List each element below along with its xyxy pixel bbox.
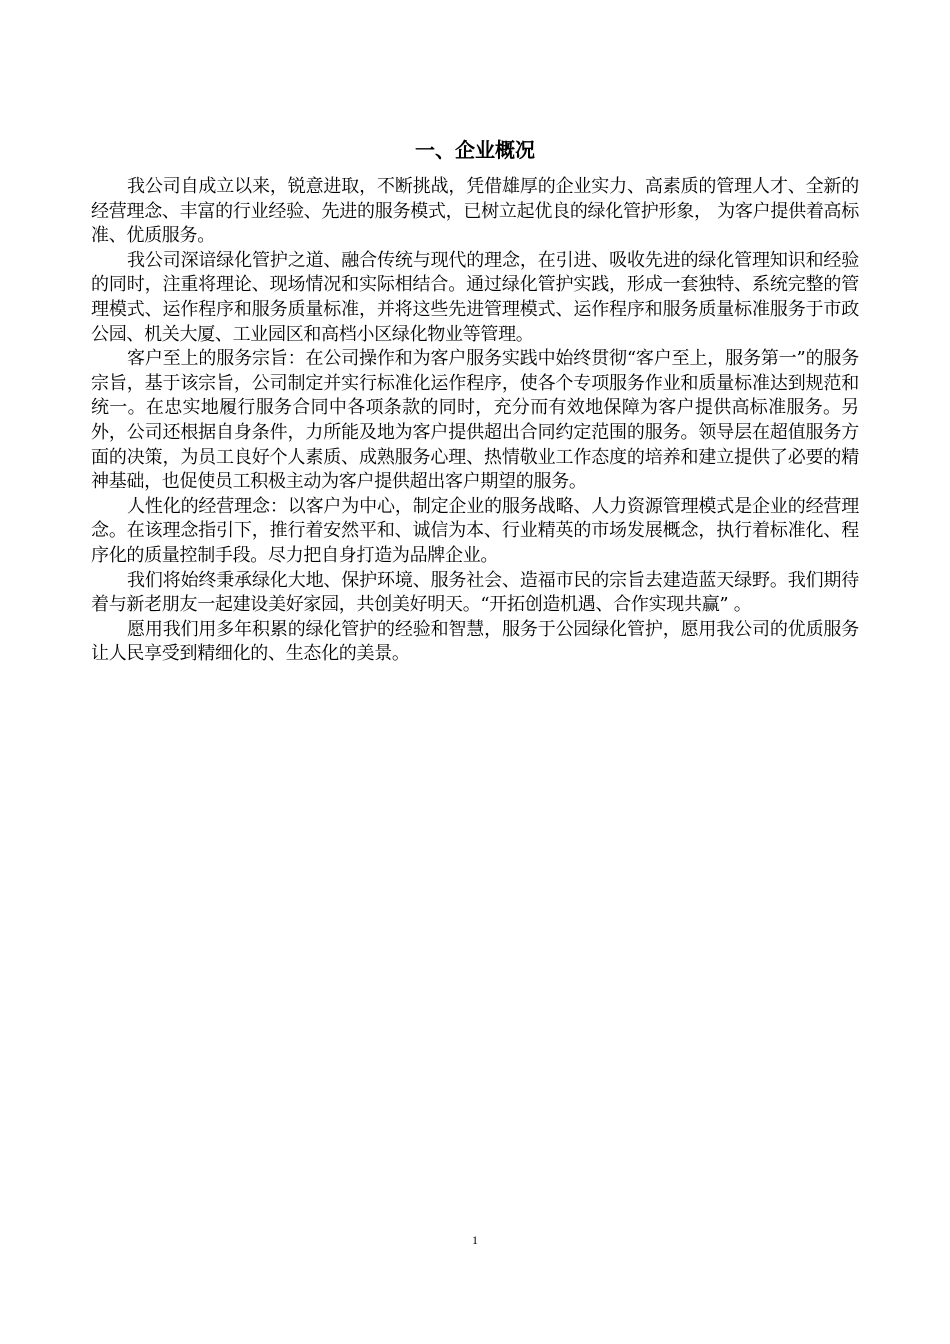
- body-text: [91, 175, 859, 667]
- section-title: 一、企业概况: [415, 138, 535, 162]
- page-number: 1: [472, 1233, 478, 1247]
- paragraph-commitment: 我们将始终秉承绿化大地、保护环境、服务社会、造福市民的宗旨去建造蓝天绿野。我们期待着与新老朋友一起建设美好家园，共创美好明天。“开拓创造机遇、合作实现共赢” 。: [91, 569, 859, 616]
- paragraph-closing: 愿用我们用多年积累的绿化管护的经验和智慧，服务于公园绿化管护，愿用我公司的优质服务让人民享受到精细化的、生态化的美景。: [91, 618, 859, 665]
- paragraph-business-concept: 人性化的经营理念：以客户为中心，制定企业的服务战略、人力资源管理模式是企业的经营理念。在该理念指引下，推行着安然平和、诚信为本、行业精英的市场发展概念，执行着标准化、程序化的质量控制手段。尽力把自身打造为品牌企业。: [91, 495, 859, 566]
- paragraph-service-tenet: 客户至上的服务宗旨：在公司操作和为客户服务实践中始终贯彻“客户至上，服务第一”的服务宗旨，基于该宗旨，公司制定并实行标准化运作程序，使各个专项服务作业和质量标准达到规范和统一。在忠实地履行服务合同中各项条款的同时，充分而有效地保障为客户提供高标准服务。另外，公司还根据自身条件，力所能及地为客户提供超出合同约定范围的服务。领导层在超值服务方面的决策，为员工良好个人素质、成熟服务心理、热情敬业工作态度的培养和建立提供了必要的精神基础，也促使员工积极主动为客户提供超出客户期望的服务。: [91, 348, 859, 493]
- paragraph-company-intro: 我公司自成立以来，锐意进取，不断挑战，凭借雄厚的企业实力、高素质的管理人才、全新的经营理念、丰富的行业经验、先进的服务模式，已树立起优良的绿化管护形象， 为客户提供着高标准、优质服务。: [91, 176, 859, 247]
- paragraph-management-philosophy: 我公司深谙绿化管护之道、融合传统与现代的理念，在引进、吸收先进的绿化管理知识和经验的同时，注重将理论、现场情况和实际相结合。通过绿化管护实践，形成一套独特、系统完整的管理模式、运作程序和服务质量标准，并将这些先进管理模式、运作程序和服务质量标准服务于市政公园、机关大厦、工业园区和高档小区绿化物业等管理。: [91, 249, 859, 345]
